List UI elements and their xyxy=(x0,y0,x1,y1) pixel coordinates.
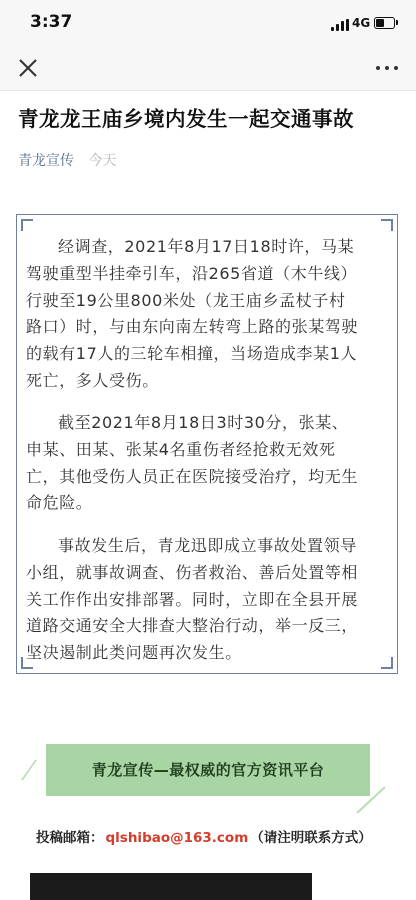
contribute-email[interactable]: qlshibao@163.com xyxy=(105,830,249,846)
article-paragraph: 截至2021年8月18日3时30分，张某、申某、田某、张某4名重伤者经抢救无效死亡，其他受伤人员正在医院接受治疗，均无生命危险。 xyxy=(26,413,359,513)
contribute-note: （请注明联系方式） xyxy=(250,830,372,846)
battery-tip xyxy=(396,20,398,25)
status-bar xyxy=(0,0,416,46)
contribute-label: 投稿邮箱： xyxy=(36,830,104,846)
network-type: 4G xyxy=(352,16,371,30)
banner-text: 青龙宣传—最权威的官方资讯平台 xyxy=(91,761,325,779)
signal-icon xyxy=(331,19,349,31)
status-time: 3:37 xyxy=(30,12,73,32)
article-paragraph: 事故发生后，青龙迅即成立事故处置领导小组，就事故调查、伤者救治、善后处置等相关工作作出安排部署。同时，立即在全县开展道路交通安全大排查大整治行动，举一反三，坚决遏制此类问题再次发生。 xyxy=(26,536,359,663)
close-icon[interactable] xyxy=(14,54,42,82)
article-paragraph: 经调查，2021年8月17日18时许，马某驾驶重型半挂牵引车，沿265省道（木牛线）行驶至19公里800米处（龙王庙乡孟杖子村路口）时，与由东向南左转弯上路的张某驾驶的载有17人的三轮车相撞，当场造成李某1人死亡，多人受伤。 xyxy=(26,237,359,390)
publish-date: 今天 xyxy=(88,153,117,169)
article-meta xyxy=(18,150,116,170)
article-title: 青龙龙王庙乡境内发生一起交通事故 xyxy=(18,107,354,131)
battery-icon xyxy=(374,17,395,29)
more-icon[interactable] xyxy=(372,56,402,80)
contribute-line xyxy=(36,826,396,846)
nav-bar xyxy=(0,46,416,91)
bottom-image xyxy=(30,873,312,900)
author-link[interactable]: 青龙宣传 xyxy=(18,153,74,169)
frame-corner xyxy=(381,657,393,669)
frame-corner xyxy=(381,219,393,231)
frame-corner xyxy=(21,219,33,231)
